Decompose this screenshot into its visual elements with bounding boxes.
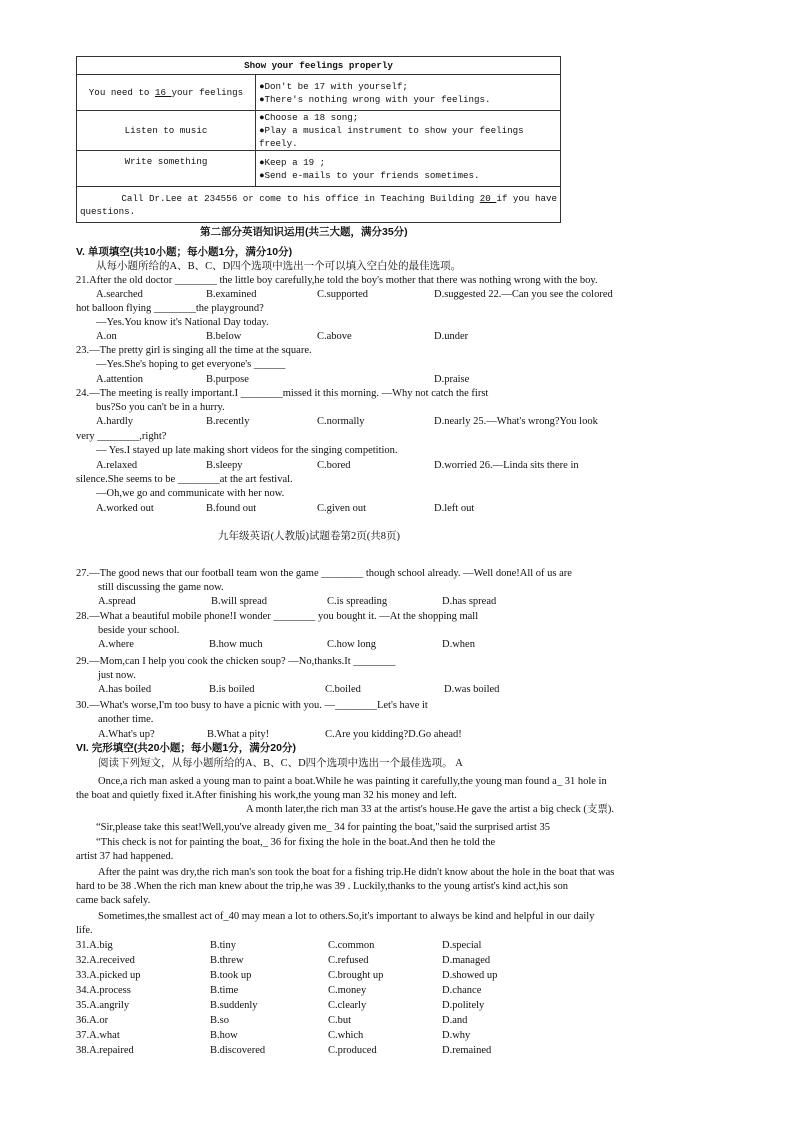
- feelings-table: [76, 56, 561, 223]
- option: D.special: [442, 940, 482, 951]
- option: C.how long: [327, 639, 377, 650]
- passage-line: After the paint was dry,the rich man's son took the boat for a fishing trip.He didn't know about the hole in the boat that was: [98, 867, 615, 878]
- passage-line: life.: [76, 925, 93, 936]
- table-row-left: Write something: [77, 151, 256, 187]
- question-23: 23.—The pretty girl is singing all the time at the square.: [76, 345, 312, 356]
- option: 37.A.what: [76, 1030, 120, 1041]
- option: A.on: [96, 331, 117, 342]
- option: D.has spread: [442, 596, 497, 607]
- part2-title: 第二部分英语知识运用(共三大题，满分35分): [200, 226, 408, 238]
- question-21: 21.After the old doctor ________ the little boy carefully,he told the boy's mother that there was nothing wrong with the boy.: [76, 275, 598, 286]
- option: B.so: [210, 1015, 229, 1026]
- option: C.refused: [328, 955, 369, 966]
- option: C.which: [328, 1030, 364, 1041]
- option: A.searched: [96, 289, 143, 300]
- option: C.common: [328, 940, 375, 951]
- option: B.recently: [206, 416, 250, 427]
- option: 35.A.angrily: [76, 1000, 130, 1011]
- option: D.chance: [442, 985, 482, 996]
- option: 34.A.process: [76, 985, 131, 996]
- table-row-left: Listen to music: [77, 111, 256, 151]
- question-29: 29.—Mom,can I help you cook the chicken soup? —No,thanks.It ________: [76, 656, 396, 667]
- dialog-line: bus?So you can't be in a hurry.: [96, 402, 225, 413]
- option: B.time: [210, 985, 239, 996]
- option: C.but: [328, 1015, 352, 1026]
- option: D.politely: [442, 1000, 485, 1011]
- passage-line: the boat and quietly fixed it.After finishing his work,the young man 32 his money and left.: [76, 790, 457, 801]
- option: A.spread: [98, 596, 136, 607]
- option: 38.A.repaired: [76, 1045, 134, 1056]
- passage-line: “This check is not for painting the boat,_ 36 for fixing the hole in the boat.And then he told the: [96, 837, 496, 848]
- dialog-line: —Yes.You know it's National Day today.: [96, 317, 269, 328]
- question-30-cont: another time.: [98, 714, 154, 725]
- option: D.why: [442, 1030, 471, 1041]
- option: B.below: [206, 331, 242, 342]
- table-row-right: ●Keep a 19 ; ●Send e-mails to your friends sometimes.: [256, 151, 561, 187]
- option: B.took up: [210, 970, 252, 981]
- section6-title: VI. 完形填空(共20小题；每小题1分，满分20分): [76, 742, 296, 754]
- question-30: 30.—What's worse,I'm too busy to have a picnic with you. —________Let's have it: [76, 700, 428, 711]
- option: B.is boiled: [209, 684, 255, 695]
- option: B.examined: [206, 289, 257, 300]
- table-footer: Call Dr.Lee at 234556 or come to his office in Teaching Building 20 if you have questions.: [77, 187, 561, 223]
- passage-line: A month later,the rich man 33 at the artist's house.He gave the artist a big check (支票).: [246, 804, 614, 815]
- table-row-left: You need to 16 your feelings: [77, 75, 256, 111]
- section5-instruction: 从每小题所给的A、B、C、D四个选项中选出一个可以填入空白处的最佳选项。: [96, 261, 462, 272]
- option: B.What a pity!: [207, 729, 270, 740]
- table-row-right: ●Don't be 17 with yourself; ●There's nothing wrong with your feelings.: [256, 75, 561, 111]
- option: 33.A.picked up: [76, 970, 141, 981]
- question-28: 28.—What a beautiful mobile phone!I wonder ________ you bought it. —At the shopping mall: [76, 611, 479, 622]
- option: C.clearly: [328, 1000, 367, 1011]
- section6-instruction: 阅读下列短文，从每小题所给的A、B、C、D四个选项中选出一个最佳选项。 A: [98, 758, 463, 769]
- option: B.tiny: [210, 940, 236, 951]
- option: C.brought up: [328, 970, 384, 981]
- option: D.worried 26.—Linda sits there in: [434, 460, 579, 471]
- option: C.produced: [328, 1045, 377, 1056]
- option: D.showed up: [442, 970, 498, 981]
- option: C.given out: [317, 503, 366, 514]
- option: D.was boiled: [444, 684, 500, 695]
- passage-line: Once,a rich man asked a young man to paint a boat.While he was painting it carefully,the young man found a_ 31 hole in: [98, 776, 607, 787]
- option: A.where: [98, 639, 134, 650]
- option: B.how much: [209, 639, 263, 650]
- question-28-cont: beside your school.: [98, 625, 180, 636]
- question-24: 24.—The meeting is really important.I ________missed it this morning. —Why not catch the first: [76, 388, 489, 399]
- option: B.sleepy: [206, 460, 243, 471]
- option: D.suggested 22.—Can you see the colored: [434, 289, 613, 300]
- option: B.discovered: [210, 1045, 266, 1056]
- passage-line: “Sir,please take this seat!Well,you've already given me_ 34 for painting the boat,"said the surprised artist 35: [96, 822, 550, 833]
- option: C.bored: [317, 460, 351, 471]
- question-26: silence.She seems to be ________at the art festival.: [76, 474, 293, 485]
- question-29-cont: just now.: [98, 670, 136, 681]
- option: A.worked out: [96, 503, 154, 514]
- dialog-line: — Yes.I stayed up late making short videos for the singing competition.: [96, 445, 398, 456]
- option: B.threw: [210, 955, 244, 966]
- option: A.relaxed: [96, 460, 138, 471]
- option: 36.A.or: [76, 1015, 109, 1026]
- option: D.under: [434, 331, 469, 342]
- option: D.managed: [442, 955, 491, 966]
- passage-line: hard to be 38 .When the rich man knew about the trip,he was 39 . Luckily,thanks to the young artist's kind act,his son: [76, 881, 568, 892]
- dialog-line: —Yes.She's hoping to get everyone's ______: [96, 359, 286, 370]
- table-title: Show your feelings properly: [77, 57, 561, 75]
- option: A.hardly: [96, 416, 134, 427]
- dialog-line: —Oh,we go and communicate with her now.: [96, 488, 285, 499]
- option: A.has boiled: [98, 684, 152, 695]
- page-footer: 九年级英语(人教版)试题卷第2页(共8页): [218, 531, 400, 542]
- option: C.above: [317, 331, 352, 342]
- option: C.Are you kidding?D.Go ahead!: [325, 729, 462, 740]
- option: B.suddenly: [210, 1000, 258, 1011]
- option: 31.A.big: [76, 940, 113, 951]
- option: D.remained: [442, 1045, 492, 1056]
- option: D.left out: [434, 503, 475, 514]
- option: D.praise: [434, 374, 470, 385]
- question-27-cont: still discussing the game now.: [98, 582, 224, 593]
- question-27: 27.—The good news that our football team won the game ________ though school already. —Well done!All of us are: [76, 568, 572, 579]
- section5-title: V. 单项填空(共10小题；每小题1分，满分10分): [76, 246, 293, 258]
- option: B.will spread: [211, 596, 267, 607]
- option: C.normally: [317, 416, 365, 427]
- option: C.money: [328, 985, 367, 996]
- passage-line: Sometimes,the smallest act of_40 may mean a lot to others.So,it's important to always be kind and helpful in our daily: [98, 911, 595, 922]
- option: A.What's up?: [98, 729, 155, 740]
- option: D.and: [442, 1015, 468, 1026]
- question-25: very ________,right?: [76, 431, 167, 442]
- passage-line: artist 37 had happened.: [76, 851, 174, 862]
- option: D.nearly 25.—What's wrong?You look: [434, 416, 598, 427]
- option: C.supported: [317, 289, 369, 300]
- option: C.boiled: [325, 684, 361, 695]
- passage-line: came back safely.: [76, 895, 151, 906]
- option: B.how: [210, 1030, 238, 1041]
- option: B.purpose: [206, 374, 249, 385]
- option: A.attention: [96, 374, 143, 385]
- question-22: hot balloon flying ________the playground?: [76, 303, 264, 314]
- option: 32.A.received: [76, 955, 135, 966]
- option: C.is spreading: [327, 596, 388, 607]
- option: D.when: [442, 639, 475, 650]
- table-row-right: ●Choose a 18 song; ●Play a musical instrument to show your feelings freely.: [256, 111, 561, 151]
- option: B.found out: [206, 503, 257, 514]
